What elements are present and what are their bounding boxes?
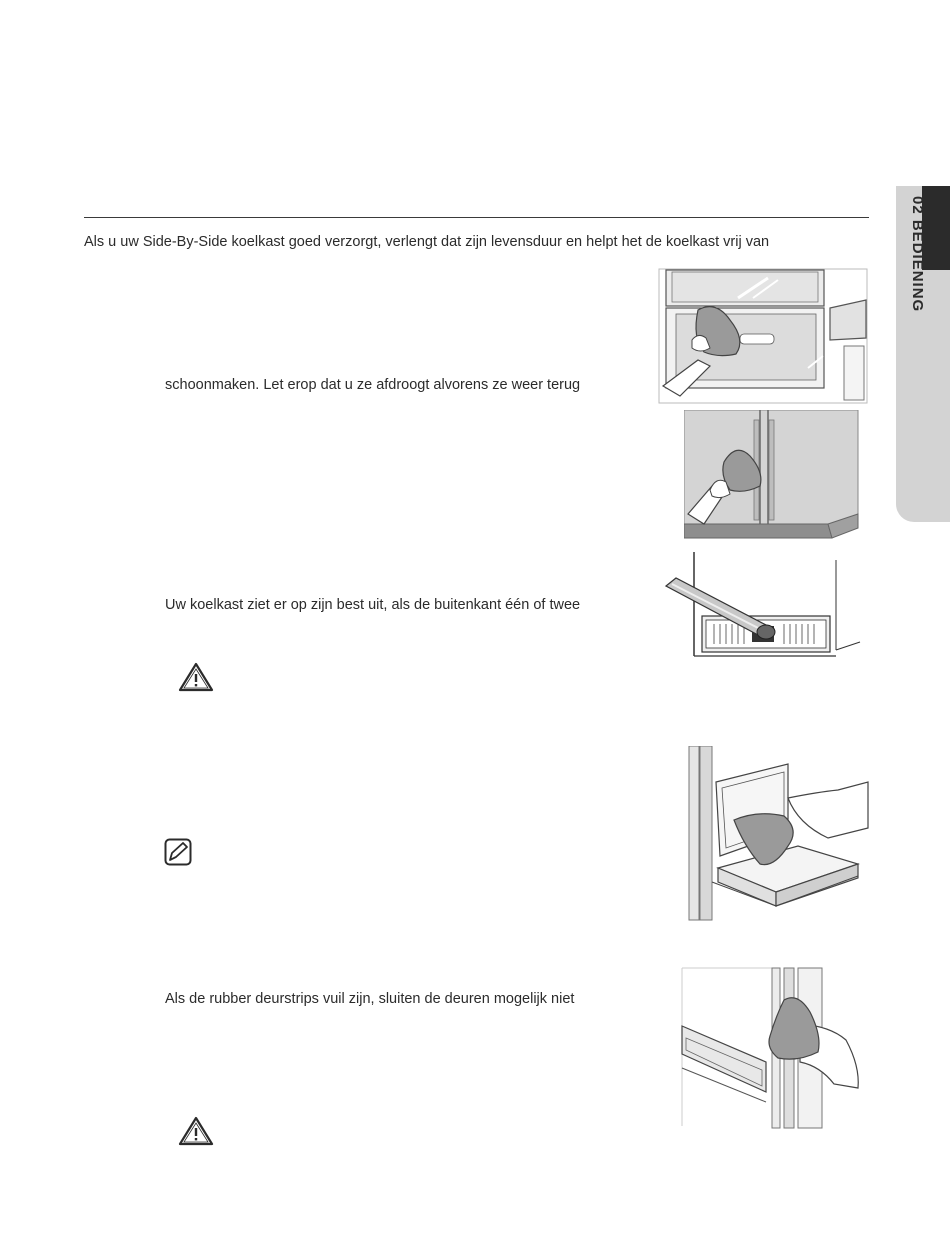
paragraph-cleaning-shelves: schoonmaken. Let erop dat u ze afdroogt alvorens ze weer terug [165,377,581,393]
paragraph-exterior: Uw koelkast ziet er op zijn best uit, als de buitenkant één of twee [165,597,581,613]
note-pencil-icon [164,838,192,866]
chapter-tab-label: 02 BEDIENING [909,196,926,313]
illustration-vacuum-condenser [664,552,864,660]
illustration-cleaning-freezer-drawer [688,746,870,922]
warning-triangle-icon [178,1116,214,1146]
intro-text: Als u uw Side-By-Side koelkast goed verzorgt, verlengt dat zijn levensduur en helpt het de koelkast vrij van [84,234,770,250]
illustration-cleaning-exterior [684,410,860,542]
paragraph-door-seals: Als de rubber deurstrips vuil zijn, sluiten de deuren mogelijk niet [165,991,575,1007]
illustration-cleaning-drawer [658,268,868,404]
illustration-cleaning-door-seal [680,966,864,1130]
warning-triangle-icon [178,662,214,692]
section-divider [84,217,869,218]
chapter-tab-marker [922,186,950,270]
